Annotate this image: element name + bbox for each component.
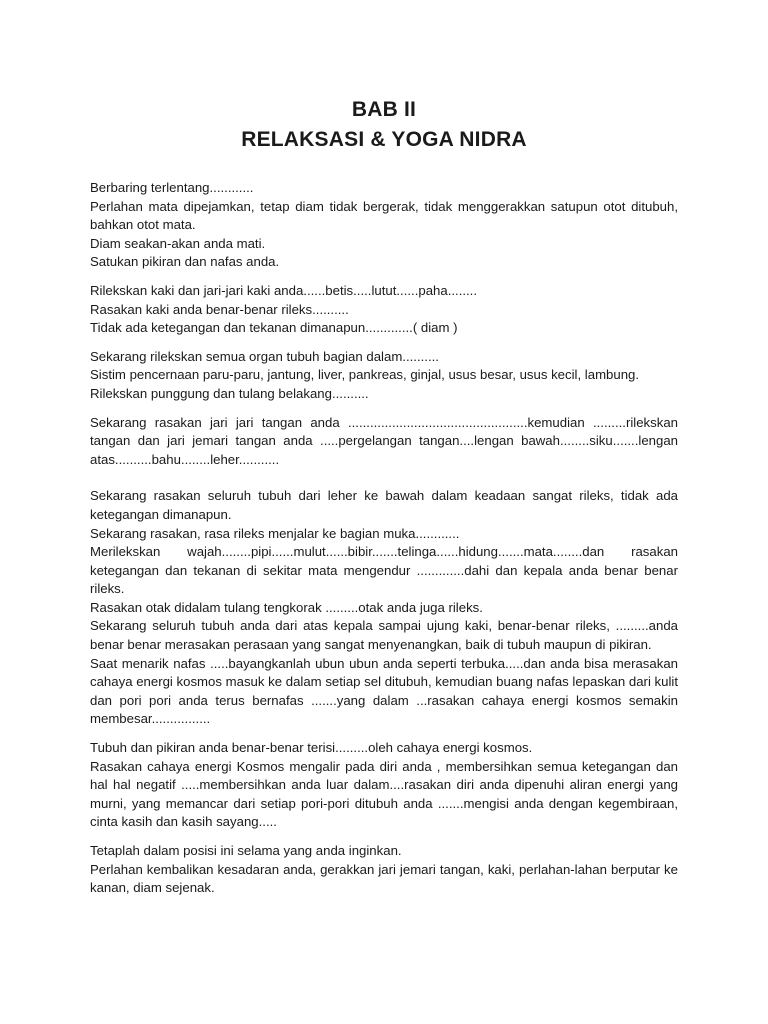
paragraph: [90, 282, 678, 338]
paragraph: [90, 414, 678, 470]
chapter-heading: BAB II: [351, 98, 417, 121]
text-line: Rasakan kaki anda benar-benar rileks..........: [90, 301, 349, 317]
paragraph: [90, 487, 678, 729]
chapter-title: RELAKSASI & YOGA NIDRA: [241, 128, 527, 151]
text-line: Perlahan kembalikan kesadaran anda, gerakkan jari jemari tangan, kaki, perlahan-lahan berputar ke kanan, diam sejenak.: [90, 861, 678, 896]
text-line: Sistim pencernaan paru-paru, jantung, liver, pankreas, ginjal, usus besar, usus kecil, lambung.: [90, 367, 640, 383]
text-line: Perlahan mata dipejamkan, tetap diam tidak bergerak, tidak menggerakkan satupun otot ditubuh, bahkan otot mata.: [90, 198, 678, 233]
text-line: Tubuh dan pikiran anda benar-benar terisi.........oleh cahaya energi kosmos.: [90, 740, 533, 756]
text-line: Saat menarik nafas .....bayangkanlah ubun ubun anda seperti terbuka.....dan anda bisa merasakan cahaya energi kosmos masuk ke dalam setiap sel ditubuh, kemudian buang nafas lepaskan dari kulit dan pori pori anda terus bernafas .......yang dalam ...rasakan cahaya energi kosmos semakin membesar................: [90, 655, 678, 727]
paragraph: [90, 739, 678, 832]
text-line: Rilekskan punggung dan tulang belakang..........: [90, 385, 369, 401]
document-page: [90, 95, 678, 908]
text-line: Sekarang rasakan, rasa rileks menjalar ke bagian muka............: [90, 525, 460, 541]
paragraph: [90, 348, 678, 404]
text-line: Sekarang seluruh tubuh anda dari atas kepala sampai ujung kaki, benar-benar rileks, .........anda benar benar merasakan perasaan yang sangat menyenangkan, baik di tubuh maupun di pikiran.: [90, 618, 678, 653]
text-line: Sekarang rasakan seluruh tubuh dari leher ke bawah dalam keadaan sangat rileks, tidak ada ketegangan dimanapun.: [90, 488, 678, 522]
text-line: Rasakan otak didalam tulang tengkorak .........otak anda juga rileks.: [90, 599, 483, 615]
paragraph: [90, 842, 678, 898]
text-line: Tetaplah dalam posisi ini selama yang anda inginkan.: [90, 843, 402, 858]
text-line: Satukan pikiran dan nafas anda.: [90, 254, 280, 270]
text-line: Tidak ada ketegangan dan tekanan dimanapun.............( diam ): [90, 320, 458, 336]
text-line: Rasakan cahaya energi Kosmos mengalir pada diri anda , membersihkan semua ketegangan dan hal hal negatif .....membersihkan anda luar dalam....rasakan diri anda dipenuhi aliran energi yang murni, yang memancar dari setiap pori-pori ditubuh anda .......mengisi anda dengan kegembiraan, cinta kasih dan kasih sayang.....: [90, 758, 678, 830]
text-line: Merilekskan wajah........pipi......mulut......bibir.......telinga......hidung.......mata........dan rasakan ketegangan dan tekanan di sekitar mata mengendur .............dahi dan kepala anda benar benar rileks.: [90, 544, 678, 597]
text-line: Rilekskan kaki dan jari-jari kaki anda......betis.....lutut......paha........: [90, 282, 478, 298]
title-block: [90, 95, 678, 155]
text-line: Berbaring terlentang............: [90, 180, 254, 195]
paragraph: [90, 179, 678, 272]
text-line: Diam seakan-akan anda mati.: [90, 235, 266, 251]
text-line: Sekarang rilekskan semua organ tubuh bagian dalam..........: [90, 348, 439, 364]
text-line: Sekarang rasakan jari jari tangan anda .................................................kemudian .........rilekskan tangan dan jari jemari tangan anda .....pergelangan tangan....lengan bawah........siku.......lengan atas..........bahu........leher...........: [90, 414, 678, 467]
